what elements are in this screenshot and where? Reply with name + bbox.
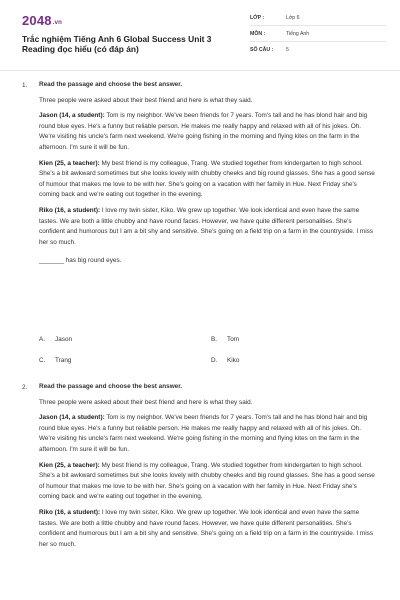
passage-paragraph xyxy=(39,111,379,153)
question-stem: _______ has big round eyes. xyxy=(39,257,122,265)
meta-value: Tiếng Anh xyxy=(286,30,310,37)
question-2 xyxy=(39,382,379,550)
meta-value: Lớp 6 xyxy=(286,14,300,21)
question-instruction: Read the passage and choose the best answer. xyxy=(39,81,183,88)
question-number: 1. xyxy=(22,82,28,89)
meta-value: 5 xyxy=(286,46,289,53)
speaker-label: Jason (14, a student): xyxy=(39,112,105,120)
speaker-label: Riko (16, a student): xyxy=(39,206,101,214)
logo-suffix: .vn xyxy=(52,20,63,26)
passage-paragraph xyxy=(39,159,379,201)
question-intro: Three people were asked about their best friend and here is what they said. xyxy=(39,398,253,406)
question-number: 2. xyxy=(22,384,28,391)
speaker-label: Kien (25, a teacher): xyxy=(39,159,100,167)
option-letter: D. xyxy=(211,357,218,364)
logo-text: 2048 xyxy=(22,13,52,28)
option-letter: B. xyxy=(211,336,218,343)
option-text: Jason xyxy=(55,336,73,343)
option-letter: A. xyxy=(39,336,46,343)
site-logo[interactable] xyxy=(22,13,62,28)
meta-key: LỚP : xyxy=(250,14,265,21)
meta-table xyxy=(250,10,386,57)
paragraph-text: I love my twin sister, Kiko. We grew up together. We look identical and even have the same tastes. We are both a little chubby and have round faces. However, we have quite different personalities. She's confident and humorous but I am a bit shy and sensitive. She's going on a field trip on a farm in the countryside. I miss her so much. xyxy=(39,206,374,246)
passage-paragraph xyxy=(39,413,379,455)
option-text: Tom xyxy=(227,336,240,343)
passage-paragraph xyxy=(39,461,379,503)
question-1 xyxy=(39,80,379,267)
passage-paragraph xyxy=(39,206,379,248)
header xyxy=(0,0,400,70)
question-intro: Three people were asked about their best friend and here is what they said. xyxy=(39,96,253,104)
option-letter: C. xyxy=(39,357,46,364)
passage-paragraph xyxy=(39,508,379,550)
answer-option-a[interactable] xyxy=(39,336,72,343)
answer-option-d[interactable] xyxy=(211,357,239,364)
paragraph-text: Tom is my neighbor. We've been friends for 7 years. Tom's tall and he has blond hair and big round blue eyes. He's a funny but reliable person. He makes me really happy and relaxed with all of his jokes. Oh. We're visiting his uncle's farm next weekend. We're going fishing in the morning and flying kites on the farm in the afternoon. I'm sure it will be fun. xyxy=(39,112,368,151)
question-instruction: Read the passage and choose the best answer. xyxy=(39,383,183,390)
paragraph-text: My best friend is my colleague, Trang. We studied together from kindergarten to high school. She's a bit awkward sometimes but she looks lovely with chubby cheeks and big round glasses. She has a good sense of humour that makes me love to be with her. She's going on a vacation with her family in Hue. Next Friday she's coming back and we're eating out together in the evening. xyxy=(39,159,375,199)
speaker-label: Riko (16, a student): xyxy=(39,508,101,516)
paragraph-text: Tom is my neighbor. We've been friends for 7 years. Tom's tall and he has blond hair and big round blue eyes. He's a funny but reliable person. He makes me really happy and relaxed with all of his jokes. Oh. We're visiting his uncle's farm next weekend. We're going fishing in the morning and flying kites on the farm in the afternoon. I'm sure it will be fun. xyxy=(39,414,368,453)
meta-key: SỐ CÂU : xyxy=(250,46,274,53)
meta-row-subject xyxy=(250,26,386,42)
speaker-label: Kien (25, a teacher): xyxy=(39,461,100,469)
answer-option-c[interactable] xyxy=(39,357,71,364)
option-text: Trang xyxy=(55,357,72,364)
answer-option-b[interactable] xyxy=(211,336,239,343)
meta-row-count xyxy=(250,42,386,57)
meta-row-grade xyxy=(250,10,386,26)
meta-key: MÔN : xyxy=(250,30,266,37)
page-title: Trắc nghiệm Tiếng Anh 6 Global Success Unit 3 Reading đọc hiểu (có đáp án) xyxy=(22,34,212,54)
option-text: Kiko xyxy=(227,357,240,364)
speaker-label: Jason (14, a student): xyxy=(39,414,105,422)
paragraph-text: I love my twin sister, Kiko. We grew up together. We look identical and even have the same tastes. We are both a little chubby and have round faces. However, we have quite different personalities. She's confident and humorous but I am a bit shy and sensitive. She's going on a field trip on a farm in the countryside. I miss her so much. xyxy=(39,508,374,548)
header-divider xyxy=(0,70,400,71)
paragraph-text: My best friend is my colleague, Trang. We studied together from kindergarten to high school. She's a bit awkward sometimes but she looks lovely with chubby cheeks and big round glasses. She has a good sense of humour that makes me love to be with her. She's going on a vacation with her family in Hue. Next Friday she's coming back and we're eating out together in the evening. xyxy=(39,461,375,501)
